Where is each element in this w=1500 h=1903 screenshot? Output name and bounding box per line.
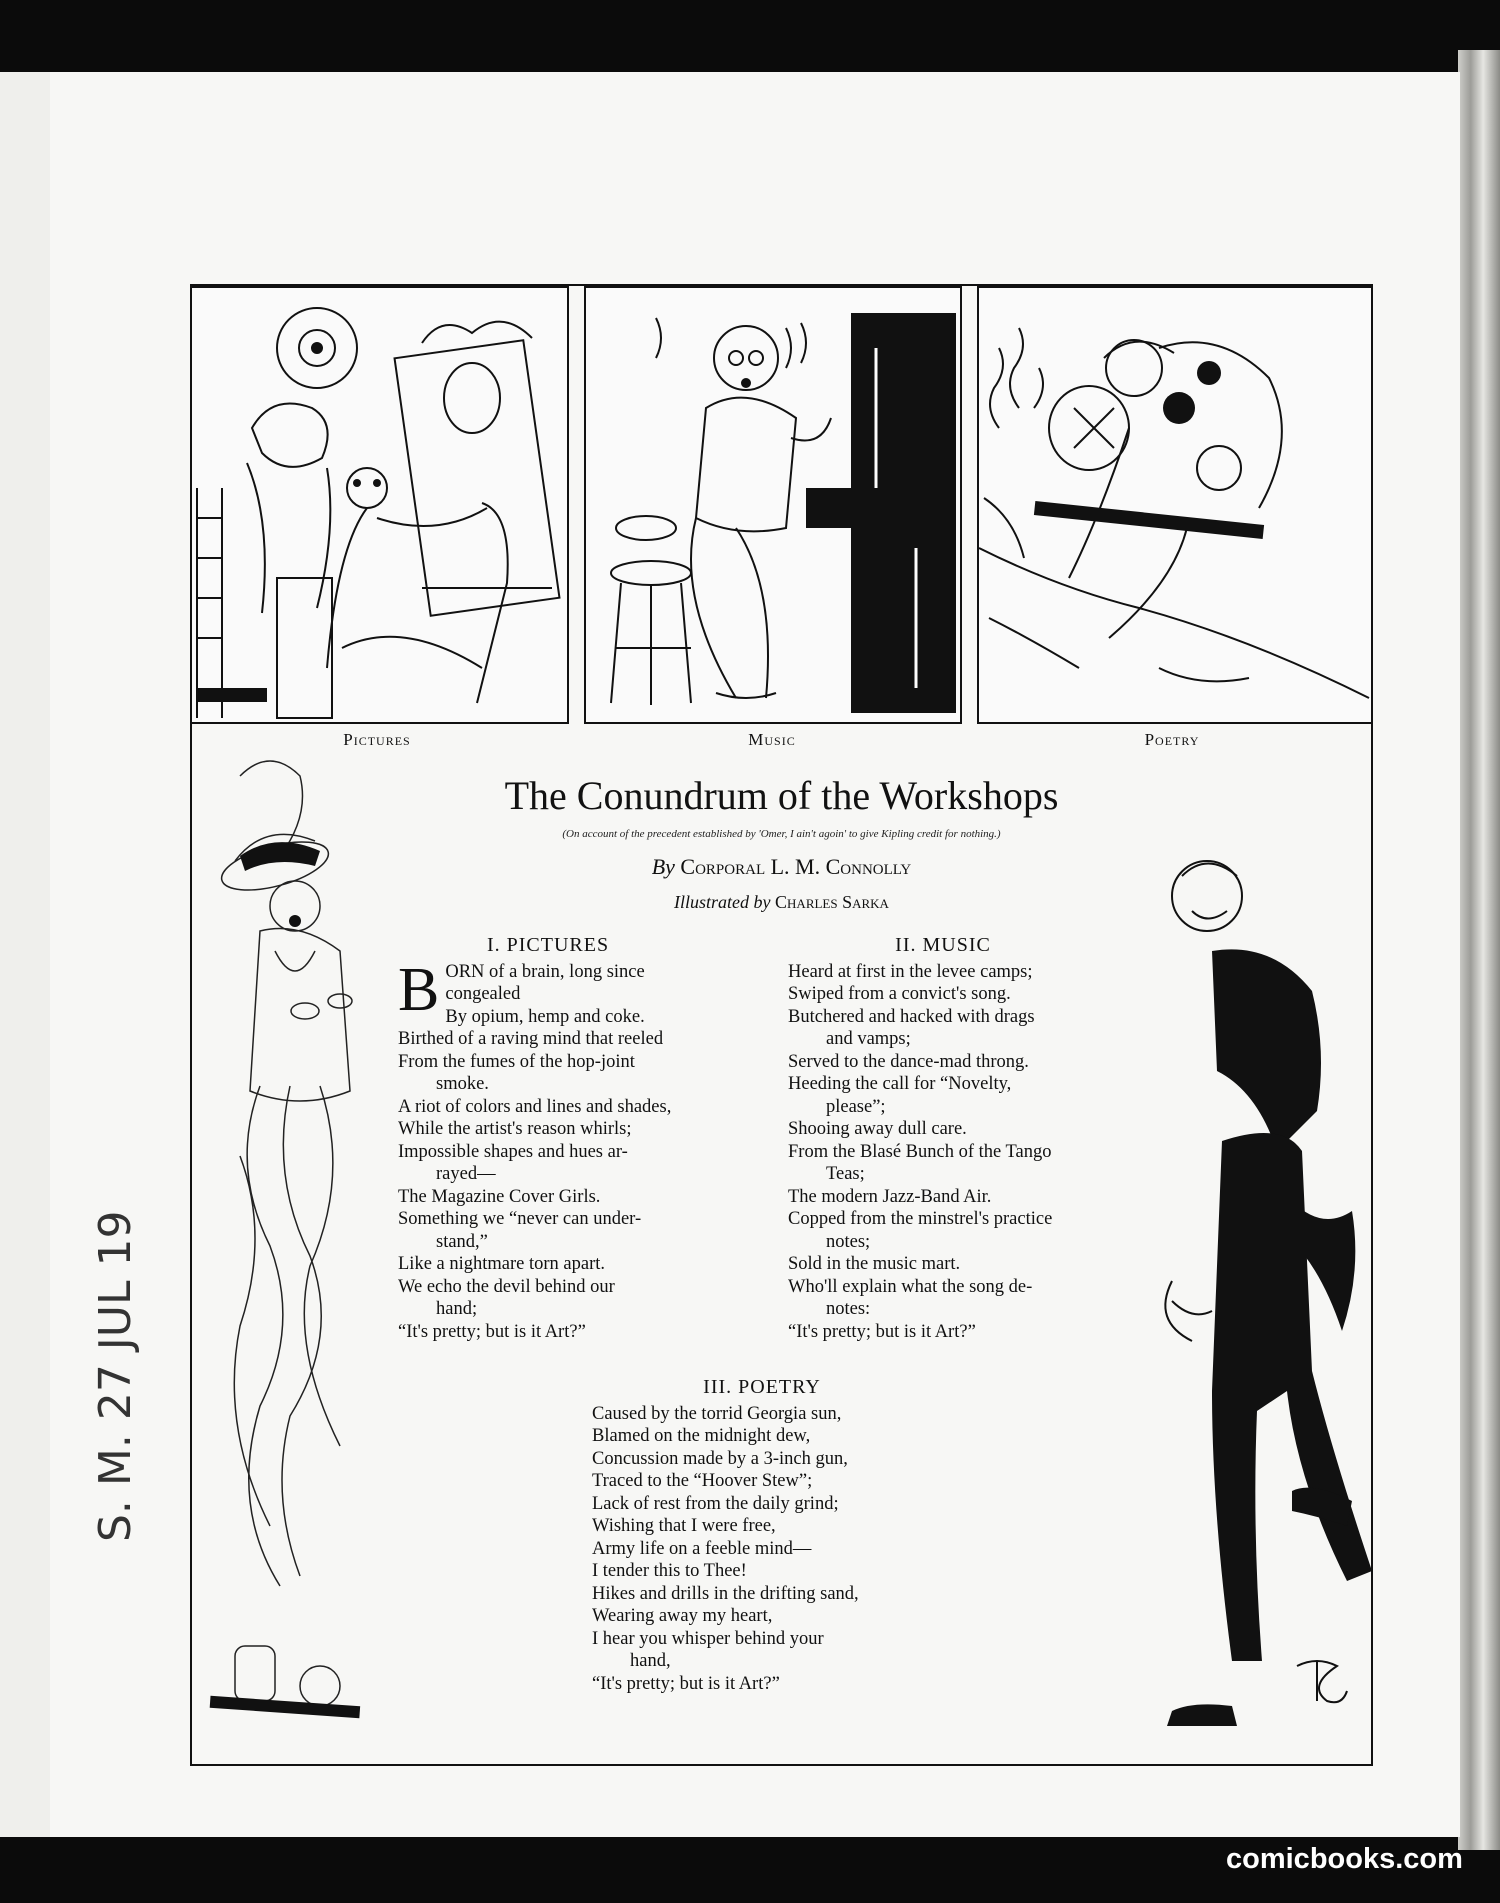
- poem-line: The Magazine Cover Girls.: [398, 1186, 601, 1207]
- poem-line: “It's pretty; but is it Art?”: [788, 1321, 976, 1342]
- poem-line: Shooing away dull care.: [788, 1119, 967, 1139]
- poem-line: Something we “never can under-: [398, 1209, 642, 1229]
- poem-line: From the fumes of the hop-joint: [398, 1051, 635, 1072]
- illustrator-prefix: Illustrated by: [674, 892, 771, 912]
- poem-section-poetry: [592, 1376, 932, 1695]
- author-name: Corporal L. M. Connolly: [680, 854, 912, 879]
- handwritten-margin-note: S. M. 27 JUL 19: [90, 1210, 141, 1542]
- poem-line: Butchered and hacked with drags: [788, 1006, 1035, 1027]
- poem-line: While the artist's reason whirls;: [398, 1119, 632, 1139]
- artist-signature: [1292, 1656, 1352, 1706]
- poem-line: Sold in the music mart.: [788, 1254, 961, 1274]
- poem-line: The modern Jazz-Band Air.: [788, 1186, 992, 1207]
- poem-line: and vamps;: [826, 1029, 911, 1049]
- book-spine-edge: [1458, 50, 1500, 1850]
- poem-line: rayed—: [436, 1164, 496, 1184]
- poem-line: Traced to the “Hoover Stew”;: [592, 1471, 813, 1491]
- poem-line: Who'll explain what the song de-: [788, 1276, 1033, 1297]
- poem-line: hand;: [436, 1299, 478, 1319]
- poem-line: I tender this to Thee!: [592, 1561, 747, 1581]
- facing-page-edge: [0, 72, 53, 1837]
- poem-line: notes;: [826, 1231, 871, 1252]
- poem-line: Copped from the minstrel's practice: [788, 1209, 1053, 1229]
- poem-line: hand,: [630, 1651, 671, 1671]
- article-frame: [190, 284, 1373, 1766]
- poem-line: smoke.: [436, 1074, 489, 1094]
- poem-line: Birthed of a raving mind that reeled: [398, 1029, 664, 1049]
- poem-line: Teas;: [826, 1164, 865, 1184]
- poetry-illustration: [977, 286, 1373, 724]
- caption-music: Music: [748, 730, 796, 749]
- poem-section-pictures: [398, 934, 698, 1343]
- poem-line: A riot of colors and lines and shades,: [398, 1096, 672, 1117]
- poem-section-music: [788, 934, 1098, 1343]
- poem-line: Heard at first in the levee camps;: [788, 961, 1033, 982]
- magazine-page: [50, 72, 1460, 1837]
- music-illustration: [584, 286, 962, 724]
- article-title: The Conundrum of the Workshops: [504, 773, 1059, 818]
- author-byline: [192, 854, 1371, 880]
- poem-line: Wearing away my heart,: [592, 1606, 773, 1626]
- poem-line: ORN of a brain, long since: [445, 961, 645, 982]
- article-subtitle: (On account of the precedent established by 'Omer, I ain't agoin' to give Kipling credit for nothing.): [562, 828, 1001, 840]
- poem-line: stand,”: [436, 1231, 488, 1252]
- caption-pictures: Pictures: [343, 730, 411, 749]
- section-heading-poetry: III. POETRY: [703, 1376, 821, 1398]
- poem-line: Lack of rest from the daily grind;: [592, 1493, 839, 1514]
- illustrator-name: Charles Sarka: [775, 892, 889, 912]
- poem-line: By opium, hemp and coke.: [445, 1006, 645, 1027]
- byline-prefix: By: [651, 854, 675, 879]
- poem-line: “It's pretty; but is it Art?”: [592, 1673, 780, 1694]
- section-heading-music: II. MUSIC: [895, 934, 991, 956]
- site-watermark: comicbooks.com: [1226, 1843, 1463, 1875]
- poem-line: notes:: [826, 1299, 871, 1319]
- poem-line: Wishing that I were free,: [592, 1516, 776, 1536]
- poem-line: Hikes and drills in the drifting sand,: [592, 1583, 859, 1604]
- dropcap-letter: B: [398, 955, 440, 1024]
- poem-line: “It's pretty; but is it Art?”: [398, 1321, 586, 1342]
- poem-line: I hear you whisper behind your: [592, 1628, 824, 1649]
- poem-line: From the Blasé Bunch of the Tango: [788, 1141, 1052, 1162]
- poem-line: Blamed on the midnight dew,: [592, 1426, 811, 1446]
- poem-line: Heeding the call for “Novelty,: [788, 1074, 1012, 1094]
- pictures-illustration: [190, 286, 569, 724]
- caption-poetry: Poetry: [1144, 730, 1200, 749]
- poem-line: We echo the devil behind our: [398, 1276, 615, 1297]
- poem-line: please”;: [826, 1096, 886, 1117]
- poem-line: Concussion made by a 3-inch gun,: [592, 1448, 848, 1469]
- poem-line: Army life on a feeble mind—: [592, 1538, 812, 1559]
- poem-line: congealed: [445, 984, 521, 1004]
- poem-line: Served to the dance-mad throng.: [788, 1051, 1029, 1072]
- poem-line: Like a nightmare torn apart.: [398, 1254, 606, 1274]
- poem-line: Swiped from a convict's song.: [788, 984, 1011, 1004]
- gentleman-dancing-illustration: [1142, 841, 1372, 1761]
- illustrator-credit: [192, 892, 1371, 913]
- section-heading-pictures: I. PICTURES: [486, 934, 610, 956]
- poem-line: Caused by the torrid Georgia sun,: [592, 1403, 842, 1424]
- poem-line: Impossible shapes and hues ar-: [398, 1141, 628, 1162]
